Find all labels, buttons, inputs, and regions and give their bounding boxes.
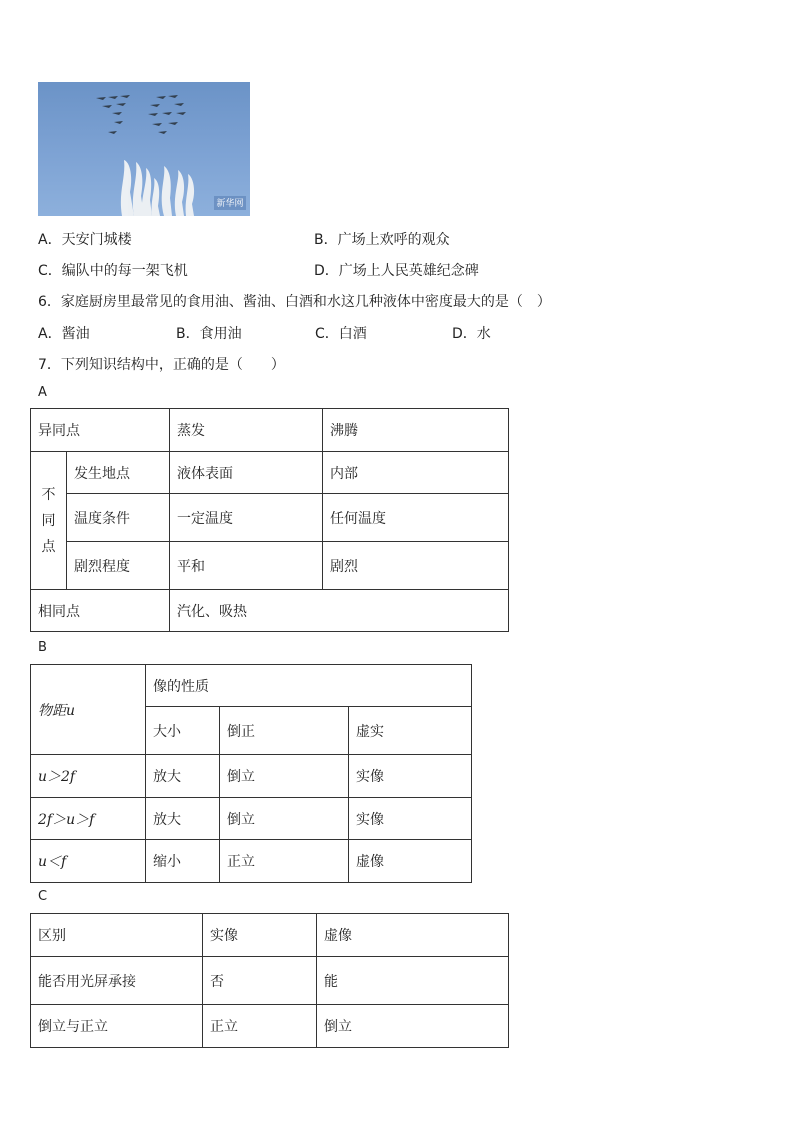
q5-option-d[interactable]: D．广场上人民英雄纪念碑 — [314, 263, 479, 279]
table-cell: 剧烈程度 — [67, 542, 170, 590]
table-cell: 汽化、吸热 — [170, 590, 509, 632]
table-c — [30, 913, 509, 1048]
table-a-header-cell: 异同点 — [31, 409, 170, 452]
q6-option-c[interactable]: C．白酒 — [315, 326, 367, 342]
table-b-group-cell: 像的性质 — [146, 665, 472, 707]
table-a-group-text: 不同点 — [41, 486, 56, 555]
table-cell: 任何温度 — [323, 494, 509, 542]
table-cell: 实像 — [349, 798, 472, 840]
table-cell: 否 — [203, 957, 317, 1005]
table-a-header-cell: 沸腾 — [323, 409, 509, 452]
table-a — [30, 408, 509, 632]
q7-stem: 7．下列知识结构中，正确的是（ ） — [38, 357, 285, 373]
q5-option-b[interactable]: B．广场上欢呼的观众 — [314, 232, 450, 248]
formation-illustration — [38, 82, 250, 216]
table-b — [30, 664, 472, 883]
table-a-header-cell: 蒸发 — [170, 409, 323, 452]
table-cell: 正立 — [203, 1005, 317, 1048]
table-cell: 2f＞u＞f — [31, 798, 146, 840]
table-row — [31, 755, 472, 798]
q6-stem: 6．家庭厨房里最常见的食用油、酱油、白酒和水这几种液体中密度最大的是（ ） — [38, 294, 551, 310]
table-row — [31, 590, 509, 632]
table-cell: 平和 — [170, 542, 323, 590]
table-row — [31, 1005, 509, 1048]
table-cell: u＜f — [31, 840, 146, 883]
table-row — [31, 452, 509, 494]
table-cell: 内部 — [323, 452, 509, 494]
table-a-header-row — [31, 409, 509, 452]
table-cell: 倒立与正立 — [31, 1005, 203, 1048]
table-cell: 相同点 — [31, 590, 170, 632]
table-cell: 能 — [317, 957, 509, 1005]
table-cell: 放大 — [146, 798, 220, 840]
table-cell: 放大 — [146, 755, 220, 798]
table-b-label[interactable]: B — [38, 640, 47, 655]
q6-option-d[interactable]: D．水 — [452, 326, 491, 342]
table-row — [31, 798, 472, 840]
q6-option-a[interactable]: A．酱油 — [38, 326, 90, 342]
table-c-header-row — [31, 914, 509, 957]
table-b-subheader-cell: 倒正 — [220, 707, 349, 755]
table-a-group-cell — [31, 452, 67, 590]
table-b-subheader-cell: 虚实 — [349, 707, 472, 755]
table-cell: 液体表面 — [170, 452, 323, 494]
formation-photo — [38, 82, 250, 216]
q5-option-a[interactable]: A．天安门城楼 — [38, 232, 132, 248]
table-b-subheader-cell: 大小 — [146, 707, 220, 755]
table-cell: 温度条件 — [67, 494, 170, 542]
table-row — [31, 494, 509, 542]
q5-option-c[interactable]: C．编队中的每一架飞机 — [38, 263, 188, 279]
table-row — [31, 957, 509, 1005]
smoke-trails — [121, 160, 194, 216]
table-cell: 正立 — [220, 840, 349, 883]
table-row — [31, 840, 472, 883]
jet-formation — [96, 95, 186, 134]
table-b-group-row — [31, 665, 472, 707]
table-c-header-cell: 虚像 — [317, 914, 509, 957]
table-a-label[interactable]: A — [38, 385, 47, 400]
photo-watermark: 新华网 — [216, 199, 244, 209]
table-cell: 实像 — [349, 755, 472, 798]
table-cell: u＞2f — [31, 755, 146, 798]
table-cell: 倒立 — [220, 798, 349, 840]
table-b-corner-cell: 物距u — [31, 665, 146, 755]
table-cell: 剧烈 — [323, 542, 509, 590]
table-cell: 缩小 — [146, 840, 220, 883]
table-row — [31, 542, 509, 590]
table-cell: 虚像 — [349, 840, 472, 883]
table-cell: 能否用光屏承接 — [31, 957, 203, 1005]
table-cell: 倒立 — [317, 1005, 509, 1048]
table-c-label[interactable]: C — [38, 889, 48, 904]
table-c-header-cell: 区别 — [31, 914, 203, 957]
table-cell: 发生地点 — [67, 452, 170, 494]
table-cell: 一定温度 — [170, 494, 323, 542]
table-cell: 倒立 — [220, 755, 349, 798]
table-c-header-cell: 实像 — [203, 914, 317, 957]
q6-option-b[interactable]: B．食用油 — [176, 326, 242, 342]
